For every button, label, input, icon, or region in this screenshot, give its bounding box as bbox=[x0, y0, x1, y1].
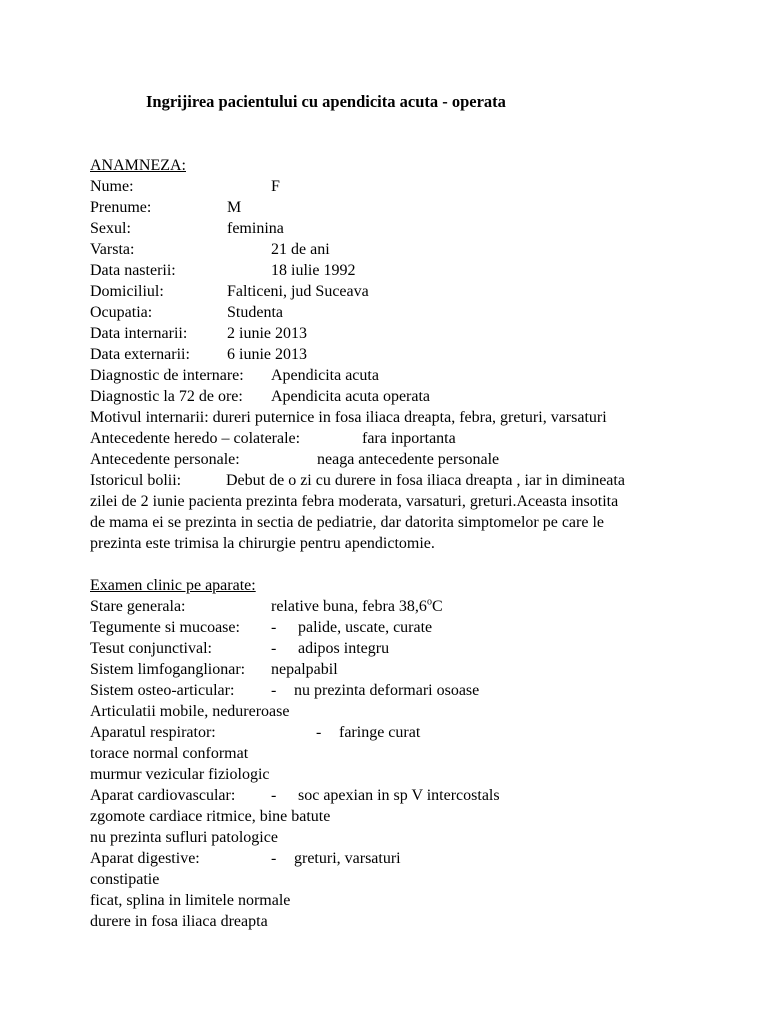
field-label: Aparat cardiovascular: bbox=[90, 787, 236, 804]
field-label: Aparatul respirator: bbox=[90, 724, 216, 741]
field-label: Domiciliul: bbox=[90, 283, 164, 300]
field-value: feminina bbox=[227, 220, 284, 237]
field-value: 18 iulie 1992 bbox=[271, 262, 356, 279]
field-value: 2 iunie 2013 bbox=[227, 325, 307, 342]
field-label: Nume: bbox=[90, 178, 134, 195]
degree-sup: o bbox=[426, 596, 432, 608]
istoric-line: zilei de 2 iunie pacienta prezinta febra moderata, varsaturi, greturi.Aceasta insotita bbox=[90, 493, 619, 510]
text-murmur: murmur vezicular fiziologic bbox=[90, 766, 270, 783]
field-value: faringe curat bbox=[339, 724, 421, 741]
field-label: Data externarii: bbox=[90, 346, 190, 363]
field-value: Apendicita acuta operata bbox=[271, 388, 431, 405]
field-label: Diagnostic de internare: bbox=[90, 367, 244, 384]
field-label: Antecedente heredo – colaterale: bbox=[90, 430, 301, 447]
text-constipatie: constipatie bbox=[90, 871, 160, 888]
field-value: F bbox=[271, 178, 280, 195]
text-ficat: ficat, splina in limitele normale bbox=[90, 892, 291, 909]
examen-heading: Examen clinic pe aparate: bbox=[90, 577, 256, 594]
field-label: Varsta: bbox=[90, 241, 135, 258]
text-durere: durere in fosa iliaca dreapta bbox=[90, 913, 268, 930]
field-label: Sistem osteo-articular: bbox=[90, 682, 235, 699]
field-dash: - bbox=[316, 724, 322, 741]
field-label: Data internarii: bbox=[90, 325, 188, 342]
field-label: Prenume: bbox=[90, 199, 152, 216]
field-value: greturi, varsaturi bbox=[294, 850, 401, 867]
field-label: Aparat digestive: bbox=[90, 850, 200, 867]
field-value: Falticeni, jud Suceava bbox=[227, 283, 369, 300]
field-value: Studenta bbox=[227, 304, 283, 321]
field-label: Sexul: bbox=[90, 220, 131, 237]
field-label: Diagnostic la 72 de ore: bbox=[90, 388, 243, 405]
anamneza-heading: ANAMNEZA: bbox=[90, 157, 186, 174]
field-value: Apendicita acuta bbox=[271, 367, 379, 384]
field-label: Sistem limfoganglionar: bbox=[90, 661, 246, 678]
stare-value-pre: relative buna, febra 38,6 bbox=[271, 598, 427, 615]
field-value: M bbox=[227, 199, 242, 216]
field-label: Tesut conjunctival: bbox=[90, 640, 212, 657]
stare-value-post: C bbox=[431, 598, 443, 615]
field-value bbox=[271, 596, 443, 617]
field-label: Istoricul bolii: bbox=[90, 472, 182, 489]
field-value: 6 iunie 2013 bbox=[227, 346, 307, 363]
field-label: Ocupatia: bbox=[90, 304, 153, 321]
field-dash: - bbox=[271, 619, 277, 636]
field-value: soc apexian in sp V intercostals bbox=[298, 787, 500, 804]
field-label: Antecedente personale: bbox=[90, 451, 240, 468]
text-articulatii: Articulatii mobile, nedureroase bbox=[90, 703, 290, 720]
field-value: nepalpabil bbox=[271, 661, 338, 678]
field-value: nu prezinta deformari osoase bbox=[294, 682, 480, 699]
field-label: Stare generala: bbox=[90, 598, 186, 615]
istoric-line: de mama ei se prezinta in sectia de pediatrie, dar datorita simptomelor pe care le bbox=[90, 514, 604, 531]
text-zgomote: zgomote cardiace ritmice, bine batute bbox=[90, 808, 331, 825]
istoric-line: Debut de o zi cu durere in fosa iliaca dreapta , iar in dimineata bbox=[226, 472, 625, 489]
text-torace: torace normal conformat bbox=[90, 745, 249, 762]
field-dash: - bbox=[271, 787, 277, 804]
field-dash: - bbox=[271, 640, 277, 657]
field-value: adipos integru bbox=[298, 640, 390, 657]
field-value: palide, uscate, curate bbox=[298, 619, 433, 636]
field-value: fara inportanta bbox=[362, 430, 456, 447]
text-sufluri: nu prezinta sufluri patologice bbox=[90, 829, 278, 846]
field-motivul-internarii: Motivul internarii: dureri puternice in fosa iliaca dreapta, febra, greturi, varsaturi bbox=[90, 409, 607, 426]
document-title: Ingrijirea pacientului cu apendicita acuta - operata bbox=[146, 92, 506, 111]
field-dash: - bbox=[271, 682, 277, 699]
field-label: Data nasterii: bbox=[90, 262, 176, 279]
field-label: Tegumente si mucoase: bbox=[90, 619, 240, 636]
field-dash: - bbox=[271, 850, 277, 867]
field-value: neaga antecedente personale bbox=[317, 451, 500, 468]
field-value: 21 de ani bbox=[271, 241, 330, 258]
istoric-line: prezinta este trimisa la chirurgie pentru apendictomie. bbox=[90, 535, 435, 552]
